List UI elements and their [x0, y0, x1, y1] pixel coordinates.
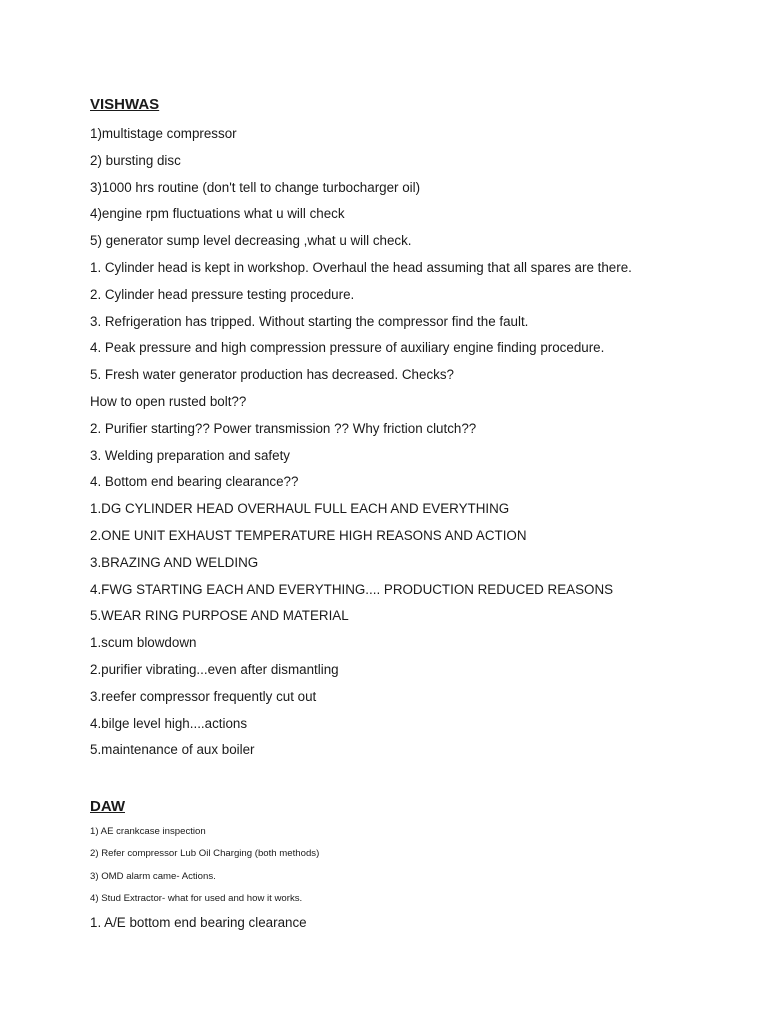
list-item: 3. Refrigeration has tripped. Without starting the compressor find the fault.: [90, 313, 529, 329]
list-item: 3. Welding preparation and safety: [90, 447, 290, 463]
list-item: 2. Purifier starting?? Power transmission ?? Why friction clutch??: [90, 420, 477, 436]
list-item: 1.DG CYLINDER HEAD OVERHAUL FULL EACH AND EVERYTHING: [90, 501, 510, 517]
list-item: 2) bursting disc: [90, 152, 181, 168]
list-item: 4. Peak pressure and high compression pressure of auxiliary engine finding procedure.: [90, 340, 605, 356]
list-item: 1. Cylinder head is kept in workshop. Overhaul the head assuming that all spares are there.: [90, 259, 632, 275]
list-item: 4.FWG STARTING EACH AND EVERYTHING.... PRODUCTION REDUCED REASONS: [90, 581, 614, 597]
list-item: 4. Bottom end bearing clearance??: [90, 474, 299, 490]
list-item: 1) AE crankcase inspection: [90, 826, 206, 838]
list-item: 5.WEAR RING PURPOSE AND MATERIAL: [90, 608, 349, 624]
section-heading-vishwas: VISHWAS: [90, 96, 160, 113]
list-item: 2.ONE UNIT EXHAUST TEMPERATURE HIGH REASONS AND ACTION: [90, 527, 527, 543]
list-item: 4.bilge level high....actions: [90, 715, 248, 731]
section-heading-daw: DAW: [90, 798, 125, 816]
list-item: 3)1000 hrs routine (don't tell to change turbocharger oil): [90, 179, 421, 195]
list-item: 1.scum blowdown: [90, 635, 197, 651]
list-item: 3.reefer compressor frequently cut out: [90, 688, 317, 704]
list-item: 2. Cylinder head pressure testing procedure.: [90, 286, 355, 302]
list-item: 1. A/E bottom end bearing clearance: [90, 915, 307, 931]
list-item: 5) generator sump level decreasing ,what u will check.: [90, 233, 412, 249]
list-item: 5. Fresh water generator production has decreased. Checks?: [90, 367, 454, 383]
list-item: 5.maintenance of aux boiler: [90, 742, 255, 758]
list-item: How to open rusted bolt??: [90, 393, 247, 409]
list-item: 1)multistage compressor: [90, 126, 237, 141]
daw-question-list: [90, 821, 750, 936]
list-item: 2) Refer compressor Lub Oil Charging (both methods): [90, 848, 320, 860]
vishwas-question-list: [90, 121, 750, 764]
list-item: 4) Stud Extractor- what for used and how it works.: [90, 893, 303, 905]
section-spacer: [90, 764, 750, 796]
list-item: 2.purifier vibrating...even after dismantling: [90, 661, 339, 677]
list-item: 3.BRAZING AND WELDING: [90, 554, 259, 570]
document-page: [90, 94, 750, 936]
list-item: 4)engine rpm fluctuations what u will check: [90, 206, 345, 222]
list-item: 3) OMD alarm came- Actions.: [90, 870, 216, 882]
